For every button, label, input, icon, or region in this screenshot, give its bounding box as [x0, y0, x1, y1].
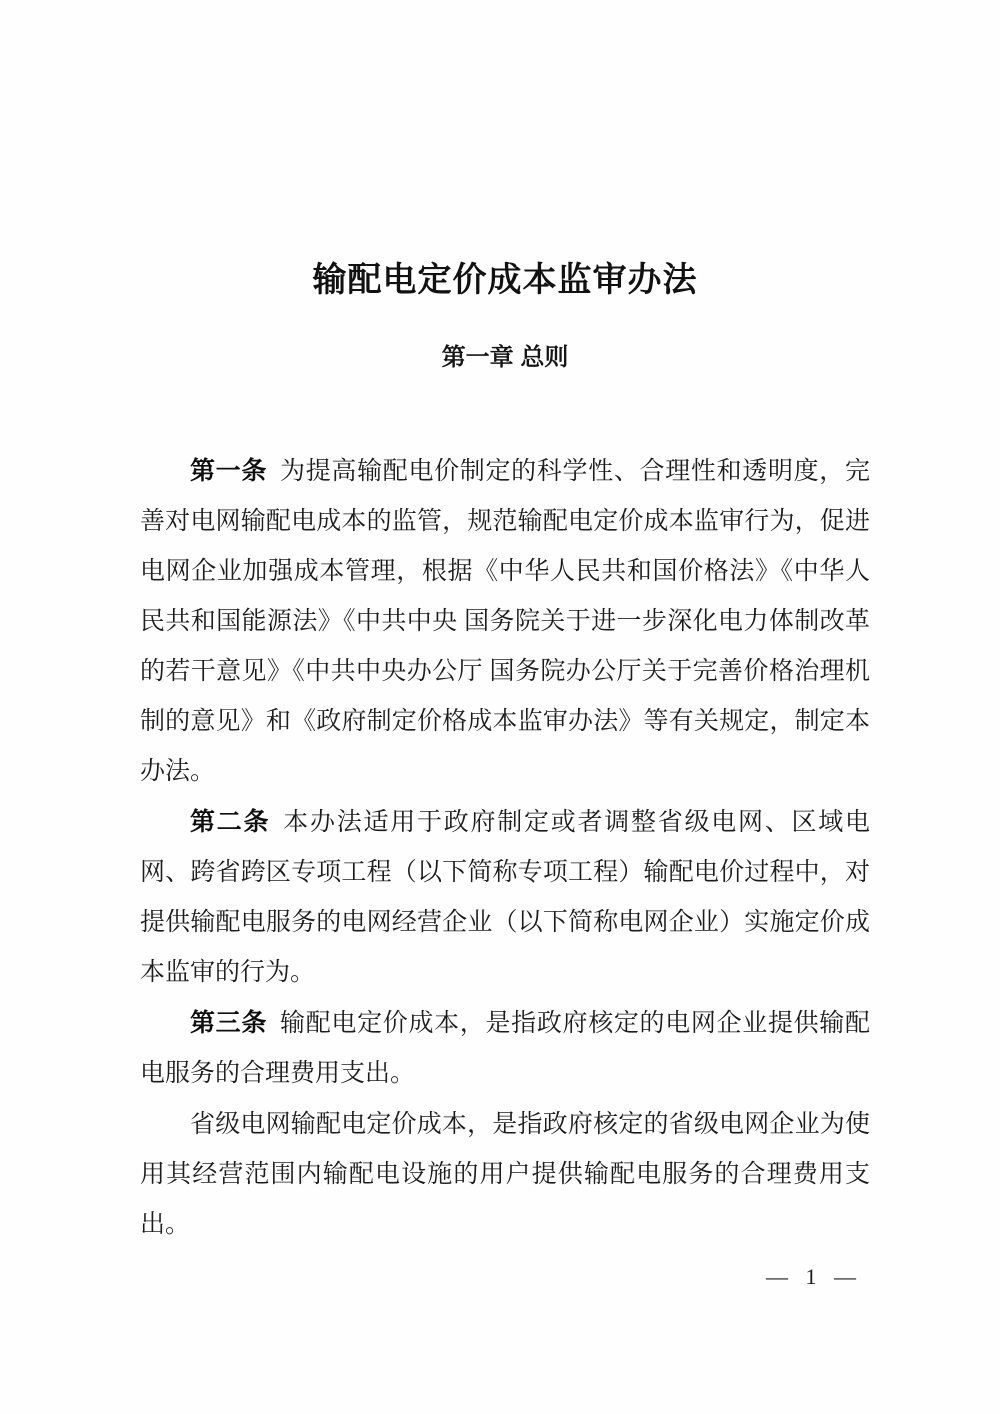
article-3-number: 第三条 [190, 1009, 268, 1037]
article-3-text: 输配电定价成本，是指政府核定的电网企业提供输配电服务的合理费用支出。 [140, 1010, 870, 1087]
paragraph-article-2 [140, 797, 870, 998]
page-title: 输配电定价成本监审办法 [312, 261, 698, 299]
paragraph-article-3 [140, 998, 870, 1099]
article-2-number: 第二条 [190, 808, 271, 836]
article-1-number: 第一条 [190, 457, 268, 485]
page-number: — 1 — [766, 1264, 862, 1289]
article-2-text: 本办法适用于政府制定或者调整省级电网、区域电网、跨省跨区专项工程（以下简称专项工程）输配电价过程中，对提供输配电服务的电网经营企业（以下简称电网企业）实施定价成本监审的行为。 [140, 809, 870, 986]
document-body [140, 446, 870, 1250]
article-1-text: 为提高输配电价制定的科学性、合理性和透明度，完善对电网输配电成本的监管，规范输配电定价成本监审行为，促进电网企业加强成本管理，根据《中华人民共和国价格法》《中华人民共和国能源法》《中共中央 国务院关于进一步深化电力体制改革的若干意见》《中共中央办公厅 国务院办公厅关于完善价格治理机制的意见》和《政府制定价格成本监审办法》等有关规定，制定本办法。 [140, 458, 870, 785]
paragraph-article-3-continued [140, 1099, 870, 1250]
chapter-heading: 第一章 总则 [441, 344, 569, 371]
paragraph-article-1 [140, 446, 870, 797]
paragraph-4-text: 省级电网输配电定价成本，是指政府核定的省级电网企业为使用其经营范围内输配电设施的用户提供输配电服务的合理费用支出。 [140, 1111, 870, 1238]
